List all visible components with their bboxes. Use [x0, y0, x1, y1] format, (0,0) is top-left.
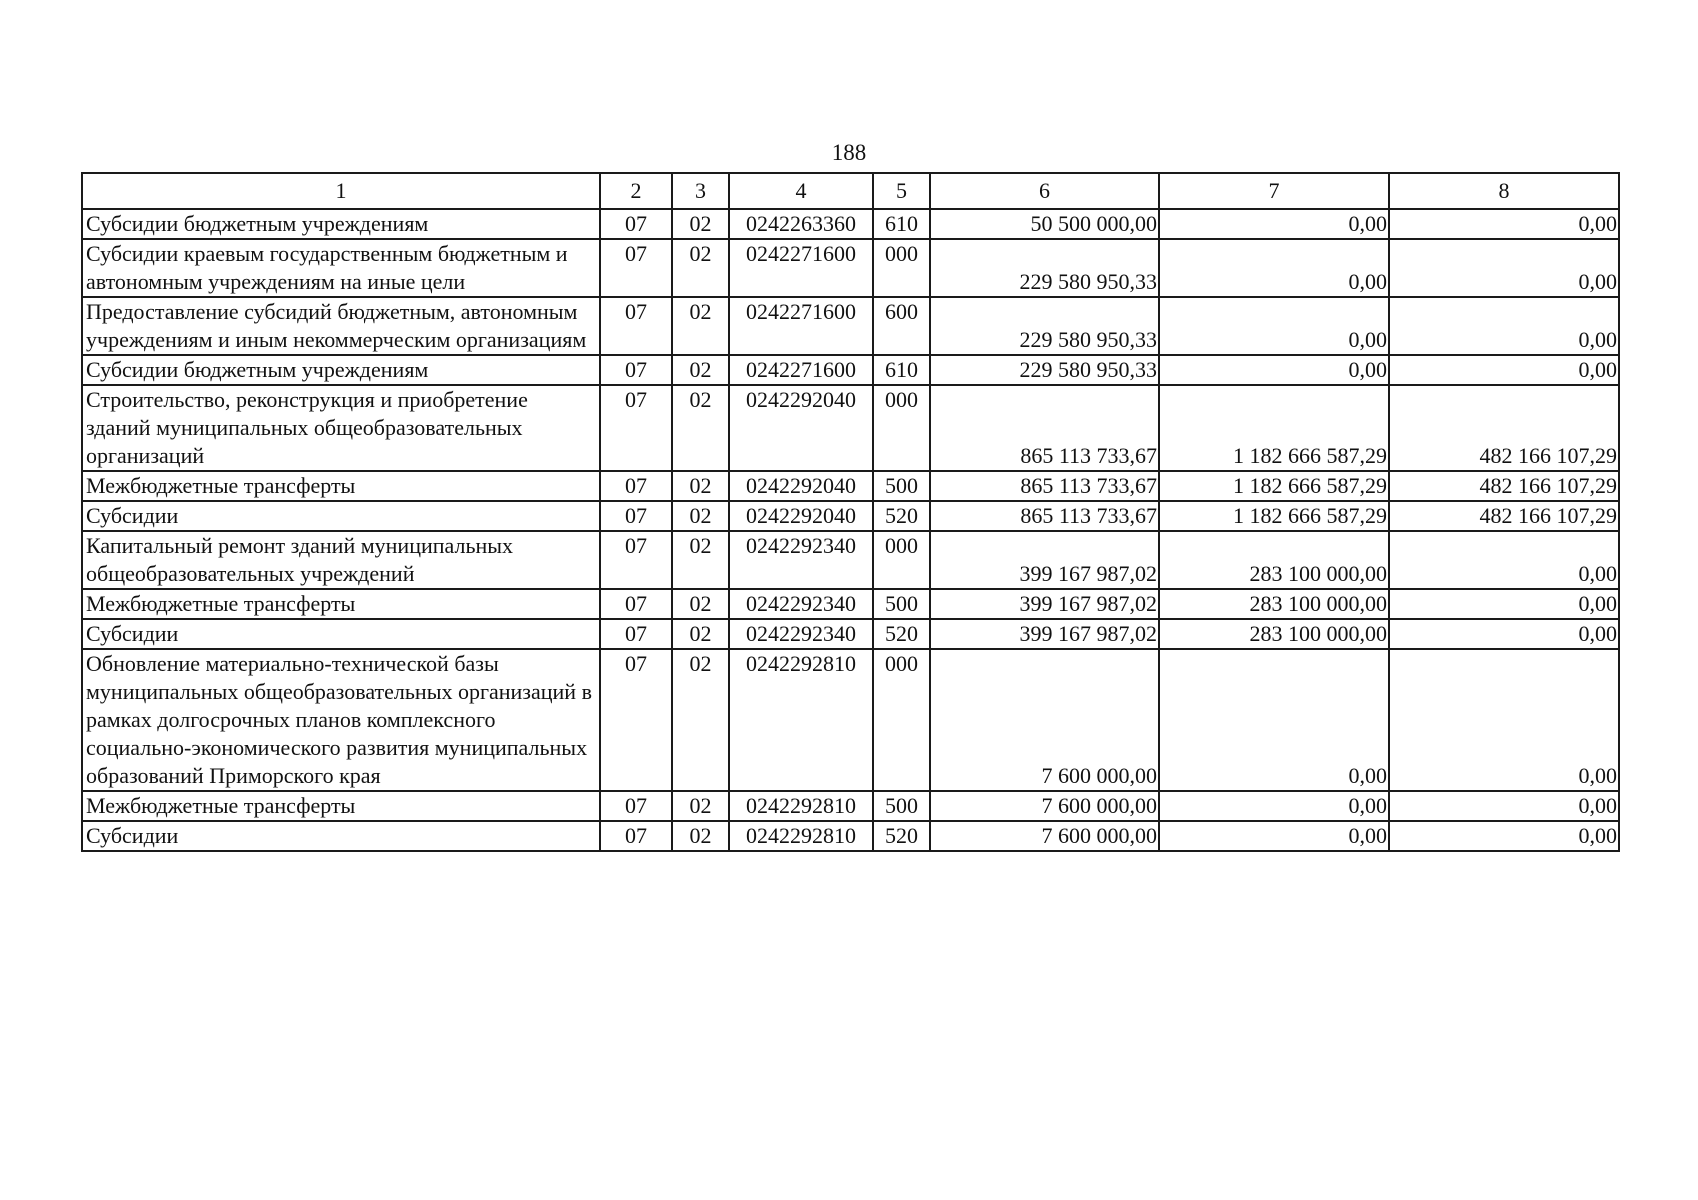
amount-col7-cell: 283 100 000,00: [1159, 589, 1389, 619]
subsection-code-cell: 02: [672, 821, 729, 851]
expense-type-cell: 500: [873, 589, 930, 619]
section-code-cell: 07: [600, 649, 672, 791]
amount-col6-cell: 865 113 733,67: [930, 385, 1159, 471]
subsection-code-cell: 02: [672, 589, 729, 619]
row-name-cell: Субсидии бюджетным учреждениям: [82, 209, 600, 239]
amount-col6-cell: 865 113 733,67: [930, 471, 1159, 501]
row-name-cell: Субсидии краевым государственным бюджетным и автономным учреждениям на иные цели: [82, 239, 600, 297]
amount-col7-cell: 1 182 666 587,29: [1159, 501, 1389, 531]
amount-col7-cell: 1 182 666 587,29: [1159, 385, 1389, 471]
amount-col8-cell: 0,00: [1389, 239, 1619, 297]
expense-type-cell: 000: [873, 649, 930, 791]
column-header: 7: [1159, 173, 1389, 209]
table-row: [82, 209, 1619, 239]
table-row: [82, 471, 1619, 501]
section-code-cell: 07: [600, 385, 672, 471]
table-row: [82, 385, 1619, 471]
amount-col8-cell: 0,00: [1389, 531, 1619, 589]
subsection-code-cell: 02: [672, 531, 729, 589]
amount-col6-cell: 7 600 000,00: [930, 649, 1159, 791]
target-article-cell: 0242292340: [729, 619, 873, 649]
section-code-cell: 07: [600, 239, 672, 297]
amount-col7-cell: 283 100 000,00: [1159, 531, 1389, 589]
amount-col6-cell: 50 500 000,00: [930, 209, 1159, 239]
column-header: 2: [600, 173, 672, 209]
amount-col8-cell: 482 166 107,29: [1389, 385, 1619, 471]
expense-type-cell: 500: [873, 471, 930, 501]
target-article-cell: 0242292810: [729, 821, 873, 851]
target-article-cell: 0242292040: [729, 471, 873, 501]
expense-type-cell: 000: [873, 239, 930, 297]
section-code-cell: 07: [600, 471, 672, 501]
expense-type-cell: 000: [873, 531, 930, 589]
column-header: 1: [82, 173, 600, 209]
row-name-cell: Строительство, реконструкция и приобретение зданий муниципальных общеобразовательных организаций: [82, 385, 600, 471]
table-header-row: [82, 173, 1619, 209]
amount-col6-cell: 7 600 000,00: [930, 791, 1159, 821]
row-name-cell: Субсидии: [82, 619, 600, 649]
section-code-cell: 07: [600, 589, 672, 619]
table-row: [82, 355, 1619, 385]
amount-col8-cell: 0,00: [1389, 589, 1619, 619]
subsection-code-cell: 02: [672, 239, 729, 297]
amount-col7-cell: 0,00: [1159, 297, 1389, 355]
target-article-cell: 0242271600: [729, 297, 873, 355]
target-article-cell: 0242271600: [729, 355, 873, 385]
column-header: 3: [672, 173, 729, 209]
column-header: 8: [1389, 173, 1619, 209]
amount-col6-cell: 865 113 733,67: [930, 501, 1159, 531]
amount-col7-cell: 0,00: [1159, 821, 1389, 851]
table-row: [82, 501, 1619, 531]
subsection-code-cell: 02: [672, 619, 729, 649]
expense-type-cell: 520: [873, 821, 930, 851]
table-row: [82, 297, 1619, 355]
amount-col8-cell: 0,00: [1389, 209, 1619, 239]
subsection-code-cell: 02: [672, 501, 729, 531]
subsection-code-cell: 02: [672, 385, 729, 471]
amount-col6-cell: 399 167 987,02: [930, 531, 1159, 589]
amount-col6-cell: 399 167 987,02: [930, 589, 1159, 619]
amount-col8-cell: 0,00: [1389, 297, 1619, 355]
table-row: [82, 649, 1619, 791]
amount-col6-cell: 7 600 000,00: [930, 821, 1159, 851]
section-code-cell: 07: [600, 791, 672, 821]
table-row: [82, 619, 1619, 649]
row-name-cell: Субсидии бюджетным учреждениям: [82, 355, 600, 385]
target-article-cell: 0242263360: [729, 209, 873, 239]
section-code-cell: 07: [600, 297, 672, 355]
expense-type-cell: 000: [873, 385, 930, 471]
amount-col8-cell: 0,00: [1389, 791, 1619, 821]
amount-col7-cell: 0,00: [1159, 239, 1389, 297]
amount-col7-cell: 283 100 000,00: [1159, 619, 1389, 649]
section-code-cell: 07: [600, 821, 672, 851]
row-name-cell: Субсидии: [82, 821, 600, 851]
table-row: [82, 791, 1619, 821]
subsection-code-cell: 02: [672, 791, 729, 821]
target-article-cell: 0242292810: [729, 649, 873, 791]
section-code-cell: 07: [600, 209, 672, 239]
table-row: [82, 589, 1619, 619]
target-article-cell: 0242292810: [729, 791, 873, 821]
target-article-cell: 0242292040: [729, 501, 873, 531]
amount-col6-cell: 229 580 950,33: [930, 355, 1159, 385]
expense-type-cell: 610: [873, 209, 930, 239]
amount-col7-cell: 0,00: [1159, 649, 1389, 791]
expense-type-cell: 500: [873, 791, 930, 821]
amount-col7-cell: 0,00: [1159, 209, 1389, 239]
amount-col6-cell: 229 580 950,33: [930, 239, 1159, 297]
column-header: 6: [930, 173, 1159, 209]
column-header: 4: [729, 173, 873, 209]
page-number: 188: [831, 140, 867, 165]
row-name-cell: Межбюджетные трансферты: [82, 791, 600, 821]
target-article-cell: 0242271600: [729, 239, 873, 297]
amount-col7-cell: 1 182 666 587,29: [1159, 471, 1389, 501]
column-header: 5: [873, 173, 930, 209]
section-code-cell: 07: [600, 501, 672, 531]
table-row: [82, 821, 1619, 851]
row-name-cell: Обновление материально-технической базы муниципальных общеобразовательных организаций в рамках долгосрочных планов комплексного социально-экономического развития муниципальных образований Приморского края: [82, 649, 600, 791]
amount-col8-cell: 0,00: [1389, 619, 1619, 649]
subsection-code-cell: 02: [672, 471, 729, 501]
target-article-cell: 0242292340: [729, 531, 873, 589]
amount-col8-cell: 0,00: [1389, 649, 1619, 791]
expense-type-cell: 600: [873, 297, 930, 355]
amount-col7-cell: 0,00: [1159, 791, 1389, 821]
subsection-code-cell: 02: [672, 649, 729, 791]
amount-col8-cell: 482 166 107,29: [1389, 471, 1619, 501]
section-code-cell: 07: [600, 531, 672, 589]
section-code-cell: 07: [600, 355, 672, 385]
table-row: [82, 239, 1619, 297]
amount-col7-cell: 0,00: [1159, 355, 1389, 385]
amount-col8-cell: 0,00: [1389, 821, 1619, 851]
budget-table: [81, 172, 1620, 852]
expense-type-cell: 610: [873, 355, 930, 385]
table-row: [82, 531, 1619, 589]
row-name-cell: Предоставление субсидий бюджетным, автономным учреждениям и иным некоммерческим организациям: [82, 297, 600, 355]
row-name-cell: Капитальный ремонт зданий муниципальных общеобразовательных учреждений: [82, 531, 600, 589]
expense-type-cell: 520: [873, 501, 930, 531]
row-name-cell: Субсидии: [82, 501, 600, 531]
amount-col8-cell: 0,00: [1389, 355, 1619, 385]
target-article-cell: 0242292340: [729, 589, 873, 619]
amount-col6-cell: 399 167 987,02: [930, 619, 1159, 649]
subsection-code-cell: 02: [672, 209, 729, 239]
section-code-cell: 07: [600, 619, 672, 649]
subsection-code-cell: 02: [672, 355, 729, 385]
row-name-cell: Межбюджетные трансферты: [82, 589, 600, 619]
expense-type-cell: 520: [873, 619, 930, 649]
amount-col8-cell: 482 166 107,29: [1389, 501, 1619, 531]
target-article-cell: 0242292040: [729, 385, 873, 471]
subsection-code-cell: 02: [672, 297, 729, 355]
amount-col6-cell: 229 580 950,33: [930, 297, 1159, 355]
row-name-cell: Межбюджетные трансферты: [82, 471, 600, 501]
